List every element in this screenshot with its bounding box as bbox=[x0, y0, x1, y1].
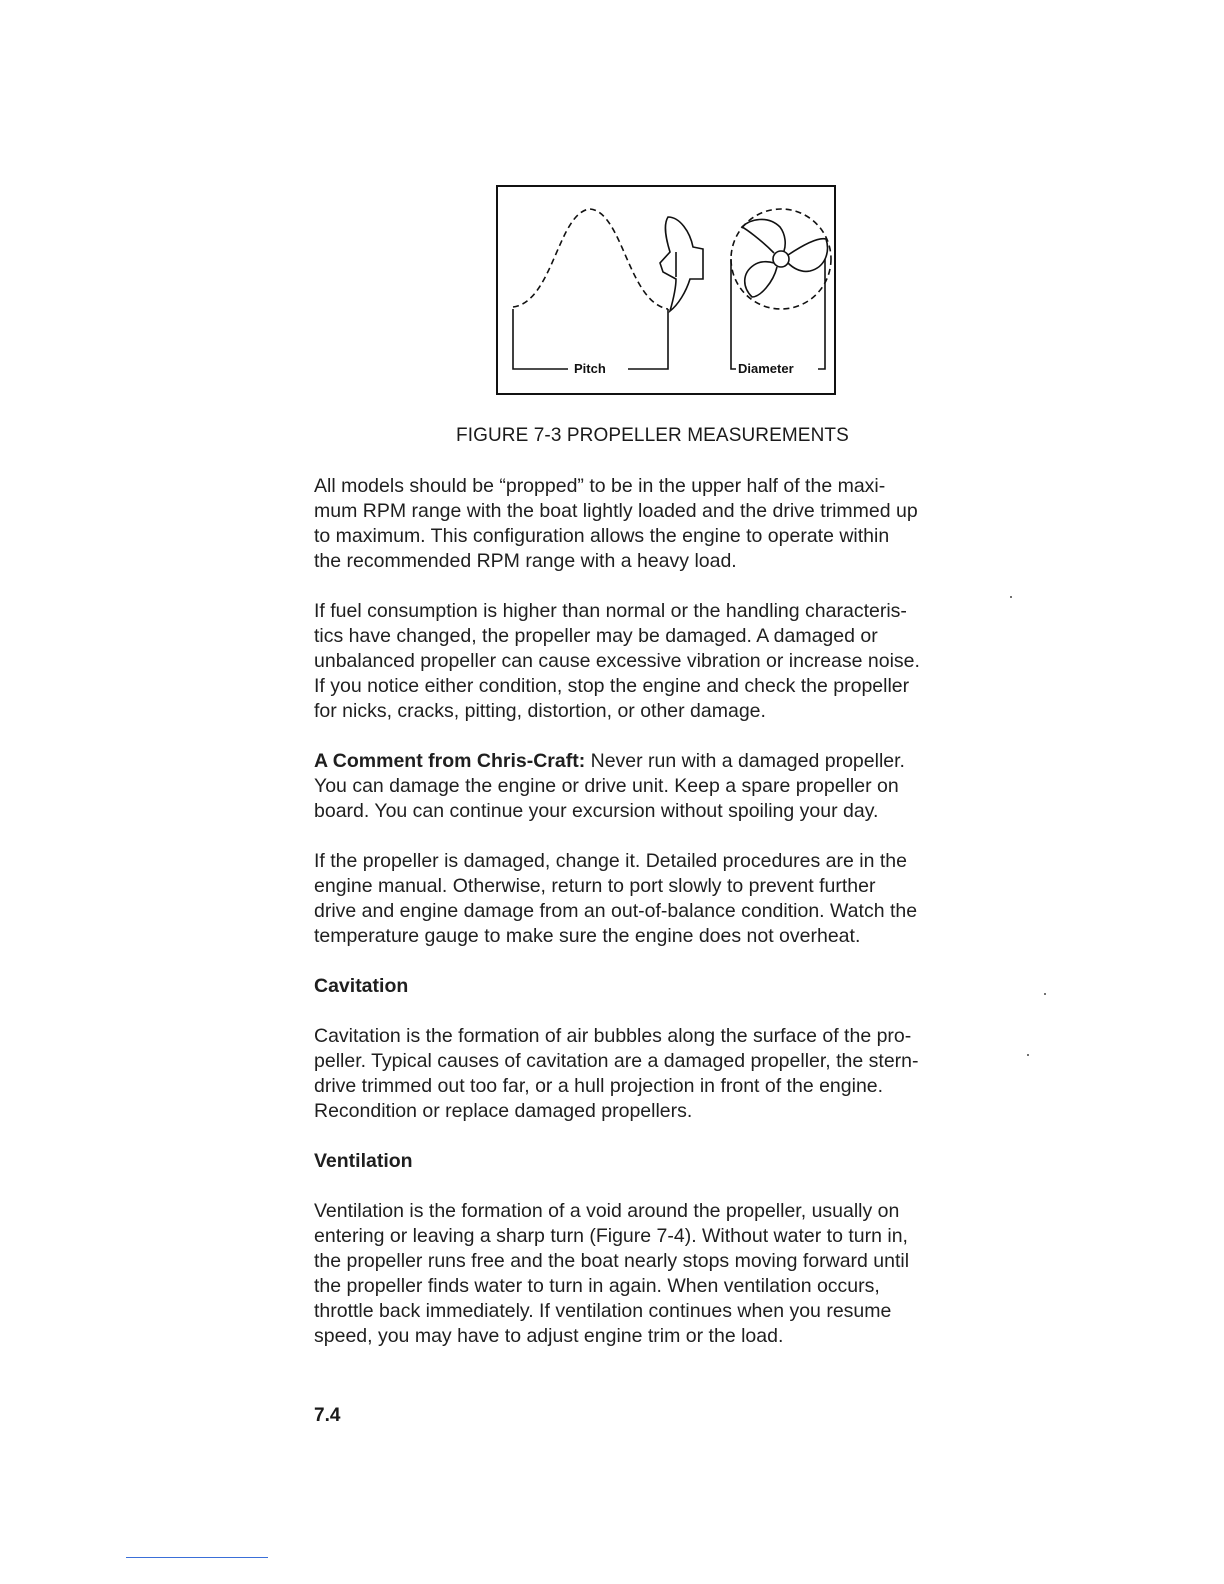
paragraph-propping: All models should be “propped” to be in the upper half of the maxi- mum RPM range with the boat lightly loaded and the drive trimmed up to maximum. This configuration allows the engine to operate within the recommended RPM range with a heavy load. bbox=[314, 475, 918, 572]
scan-speck bbox=[1044, 993, 1046, 995]
side-propeller-icon bbox=[660, 217, 703, 311]
paragraph-comment bbox=[314, 749, 1034, 824]
scan-speck bbox=[1027, 1054, 1029, 1056]
diameter-label: Diameter bbox=[738, 361, 794, 376]
figure-caption: FIGURE 7-3 PROPELLER MEASUREMENTS bbox=[456, 425, 849, 446]
pitch-label: Pitch bbox=[574, 361, 606, 376]
body-text bbox=[314, 474, 1034, 1374]
footer-rule bbox=[126, 1557, 268, 1558]
pitch-curve bbox=[513, 209, 668, 309]
comment-body: Never run with a damaged propeller. You can damage the engine or drive unit. Keep a spare propeller on board. You can continue your excursion without spoiling your day. bbox=[314, 750, 905, 822]
front-propeller-icon bbox=[742, 219, 827, 297]
page-number: 7.4 bbox=[314, 1405, 341, 1426]
paragraph-damage: If fuel consumption is higher than normal or the handling characteris- tics have changed, the propeller may be damaged. A damaged or unbalanced propeller can cause excessive vibration or increase noise. If you notice either condition, stop the engine and check the propeller for nicks, cracks, pitting, distortion, or other damage. bbox=[314, 600, 920, 722]
paragraph-change-propeller: If the propeller is damaged, change it. Detailed procedures are in the engine manual. Otherwise, return to port slowly to prevent further drive and engine damage from an out-of-balance condition. Watch the temperature gauge to make sure the engine does not overheat. bbox=[314, 850, 918, 947]
ventilation-paragraph: Ventilation is the formation of a void around the propeller, usually on entering or leaving a sharp turn (Figure 7-4). Without water to turn in, the propeller runs free and the boat nearly stops moving forward until the propeller finds water to turn in again. When ventilation occurs, throttle back immediately. If ventilation continues when you resume speed, you may have to adjust engine trim or the load. bbox=[314, 1200, 910, 1347]
scan-speck bbox=[1010, 596, 1012, 598]
comment-lead: A Comment from Chris-Craft: bbox=[314, 750, 586, 772]
ventilation-heading: Ventilation bbox=[314, 1150, 413, 1172]
propeller-figure bbox=[496, 185, 836, 395]
cavitation-heading: Cavitation bbox=[314, 975, 409, 997]
cavitation-paragraph: Cavitation is the formation of air bubbles along the surface of the pro- peller. Typical causes of cavitation are a damaged propeller, the stern- drive trimmed out too far, or a hull projection in front of the engine. Recondition or replace damaged propellers. bbox=[314, 1025, 919, 1122]
pitch-bracket bbox=[513, 309, 668, 369]
